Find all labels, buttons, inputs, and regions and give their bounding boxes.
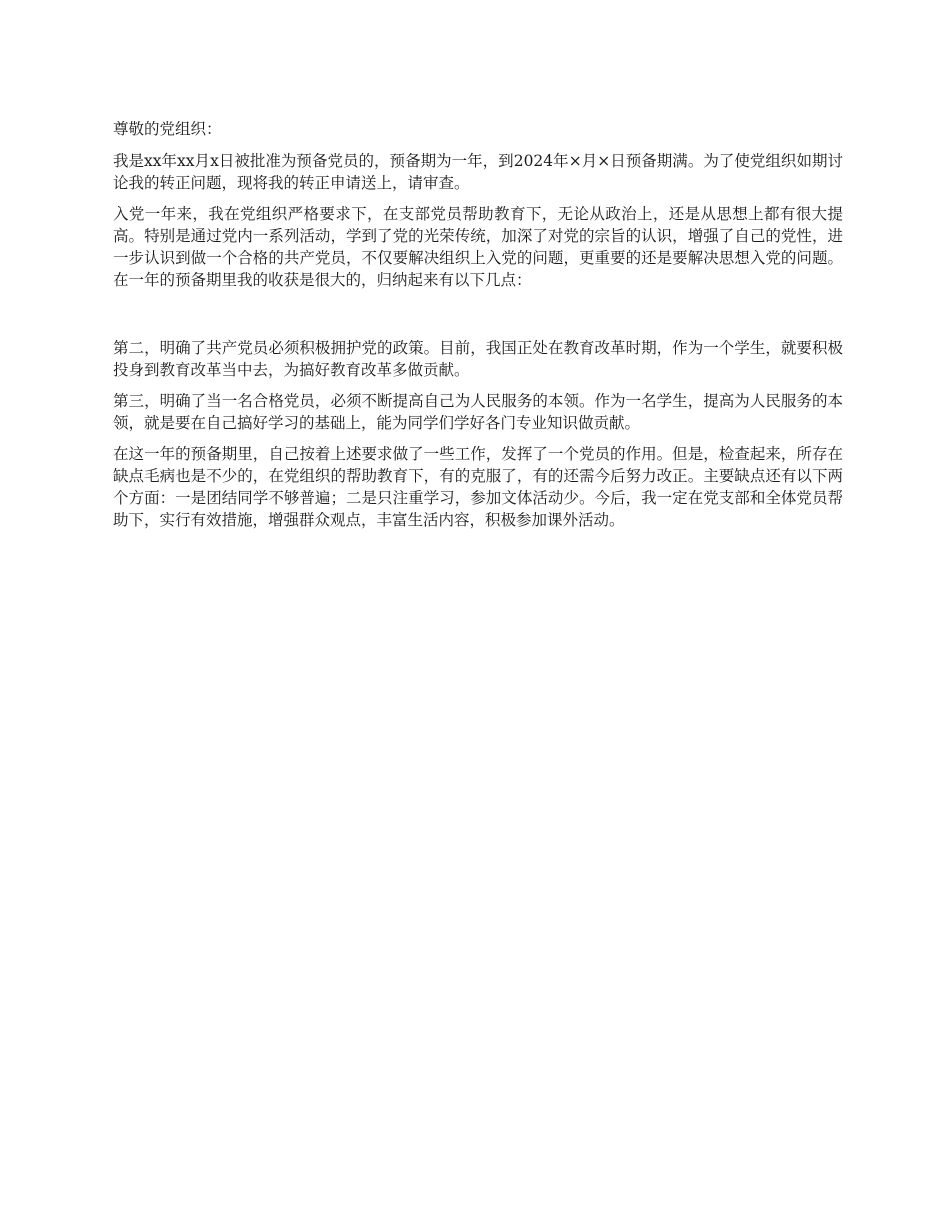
paragraph-second-point: 第二，明确了共产党员必须积极拥护党的政策。目前，我国正处在教育改革时期，作为一个学生，就要积极投身到教育改革当中去，为搞好教育改革多做贡献。 bbox=[113, 339, 843, 379]
document-body bbox=[113, 118, 843, 540]
paragraph-third-point: 第三，明确了当一名合格党员，必须不断提高自己为人民服务的本领。作为一名学生，提高为人民服务的本领，就是要在自己搞好学习的基础上，能为同学们学好各门专业知识做贡献。 bbox=[113, 392, 843, 432]
paragraph-progress: 入党一年来，我在党组织严格要求下，在支部党员帮助教育下，无论从政治上，还是从思想上都有很大提高。特别是通过党内一系列活动，学到了党的光荣传统，加深了对党的宗旨的认识，增强了自己的党性，进一步认识到做一个合格的共产党员，不仅要解决组织上入党的问题，更重要的还是要解决思想入党的问题。在一年的预备期里我的收获是很大的，归纳起来有以下几点： bbox=[113, 205, 843, 289]
salutation: 尊敬的党组织： bbox=[113, 120, 222, 138]
blank-gap bbox=[113, 300, 843, 337]
paragraph-approval: 我是xx年xx月x日被批准为预备党员的，预备期为一年，到2024年×月×日预备期满。为了使党组织如期讨论我的转正问题，现将我的转正申请送上，请审查。 bbox=[113, 152, 843, 192]
paragraph-shortcomings: 在这一年的预备期里，自己按着上述要求做了一些工作，发挥了一个党员的作用。但是，检查起来，所存在缺点毛病也是不少的，在党组织的帮助教育下，有的克服了，有的还需今后努力改正。主要缺点还有以下两个方面：一是团结同学不够普遍；二是只注重学习，参加文体活动少。今后，我一定在党支部和全体党员帮助下，实行有效措施，增强群众观点，丰富生活内容，积极参加课外活动。 bbox=[113, 445, 843, 529]
